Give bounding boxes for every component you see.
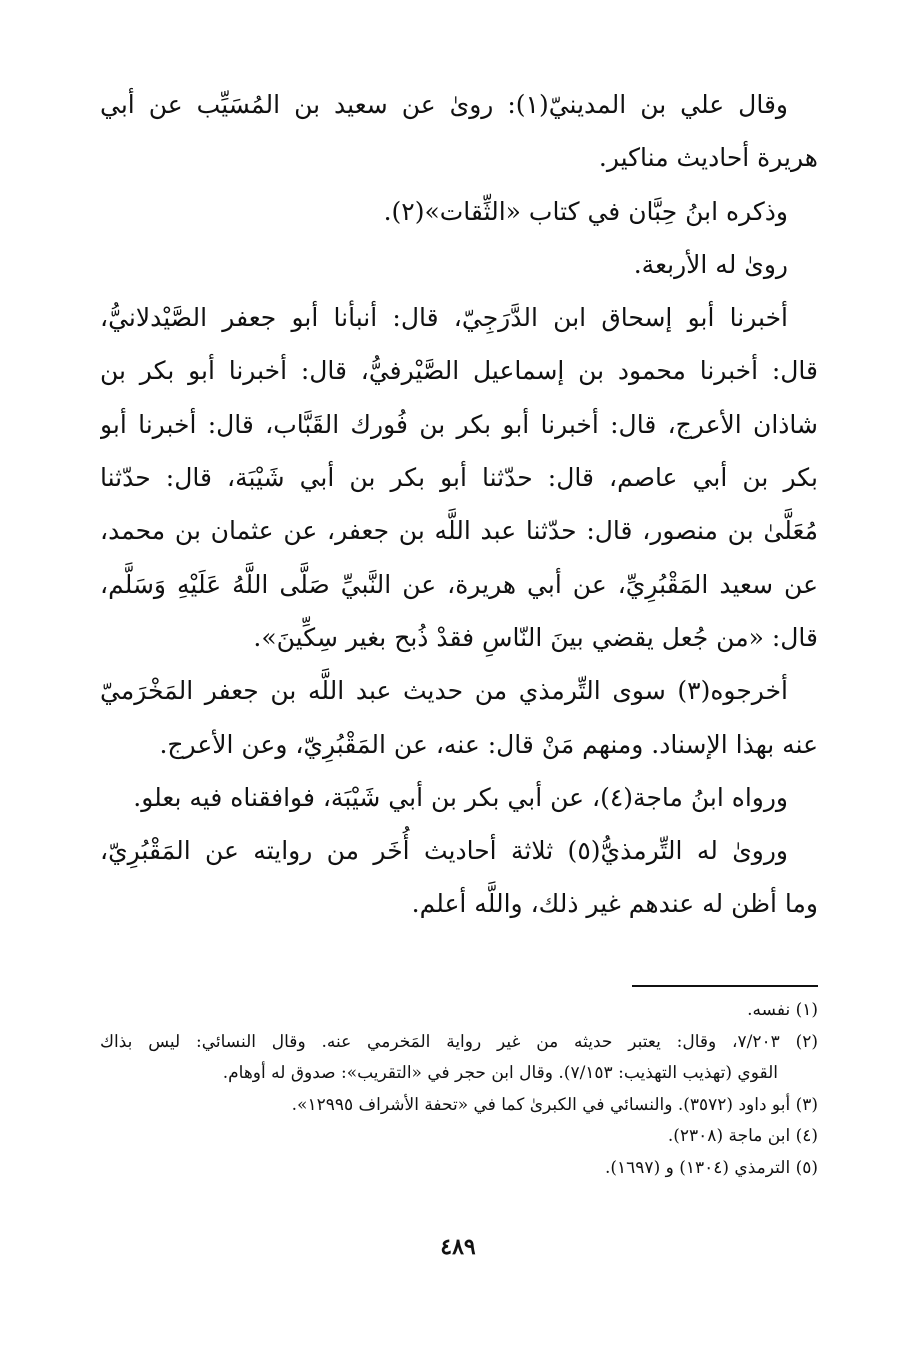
footnote-line: القوي (تهذيب التهذيب: ٧/١٥٣). وقال ابن حجر في «التقريب»: صدوق له أوهام. (222, 1063, 778, 1084)
footnotes (100, 995, 818, 1185)
main-line: شاذان الأعرج، قال: أخبرنا أبو بكر بن فُورك القَبَّاب، قال: أخبرنا أبو (100, 409, 818, 439)
main-line: قال: «من جُعل يقضي بينَ النّاسِ فقدْ ذُبح بغير سِكِّينَ». (253, 622, 818, 652)
footnote-line: (٥) الترمذي (١٣٠٤) و (١٦٩٧). (604, 1157, 818, 1178)
main-line: عنه بهذا الإسناد. ومنهم مَنْ قال: عنه، عن المَقْبُرِيّ، وعن الأعرج. (159, 729, 818, 759)
footnote-line: (٤) ابن ماجة (٢٣٠٨). (667, 1126, 818, 1147)
footnote-line: (٢) ٧/٢٠٣، وقال: يعتبر حديثه من غير رواية المَخرمي عنه. وقال النسائي: ليس بذاك (100, 1031, 818, 1052)
main-line: وذكره ابنُ حِبَّان في كتاب «الثِّقات»(٢). (383, 196, 788, 226)
footnote-line: (٣) أبو داود (٣٥٧٢). والنسائي في الكبرىٰ كما في «تحفة الأشراف ١٢٩٩٥». (291, 1094, 818, 1115)
main-line: أخبرنا أبو إسحاق ابن الدَّرَجِيّ، قال: أنبأنا أبو جعفر الصَّيْدلانيُّ، (100, 303, 788, 333)
main-line: بكر بن أبي عاصم، قال: حدّثنا أبو بكر بن أبي شَيْبَة، قال: حدّثنا (100, 463, 818, 493)
main-line: وروىٰ له التِّرمذيُّ(٥) ثلاثة أحاديث أُخَر من روايته عن المَقْبُرِيّ، (100, 836, 788, 866)
main-line: وما أظن له عندهم غير ذلك، واللَّه أعلم. (411, 889, 818, 919)
main-line: عن سعيد المَقْبُرِيِّ، عن أبي هريرة، عن النَّبيِّ صَلَّى اللَّهُ عَلَيْهِ وَسَلَّم، (100, 569, 818, 599)
main-line: ورواه ابنُ ماجة(٤)، عن أبي بكر بن أبي شَيْبَة، فوافقناه فيه بعلو. (133, 782, 788, 812)
main-text (100, 78, 818, 931)
footnote-line: (١) نفسه. (747, 1000, 818, 1020)
main-line: مُعَلَّىٰ بن منصور، قال: حدّثنا عبد اللَّه بن جعفر، عن عثمان بن محمد، (100, 516, 818, 546)
main-line: روىٰ له الأربعة. (633, 249, 788, 279)
main-line: هريرة أحاديث مناكير. (598, 143, 818, 173)
main-line: أخرجوه(٣) سوى التِّرمذي من حديث عبد اللَّه بن جعفر المَخْرَميّ (100, 676, 788, 706)
footnote-divider (632, 985, 818, 987)
page-number: ٤٨٩ (440, 1234, 476, 1260)
main-line: قال: أخبرنا محمود بن إسماعيل الصَّيْرفيُّ، قال: أخبرنا أبو بكر بن (100, 356, 818, 386)
main-line: وقال علي بن المدينيّ(١): روىٰ عن سعيد بن المُسَيِّب عن أبي (100, 90, 788, 119)
